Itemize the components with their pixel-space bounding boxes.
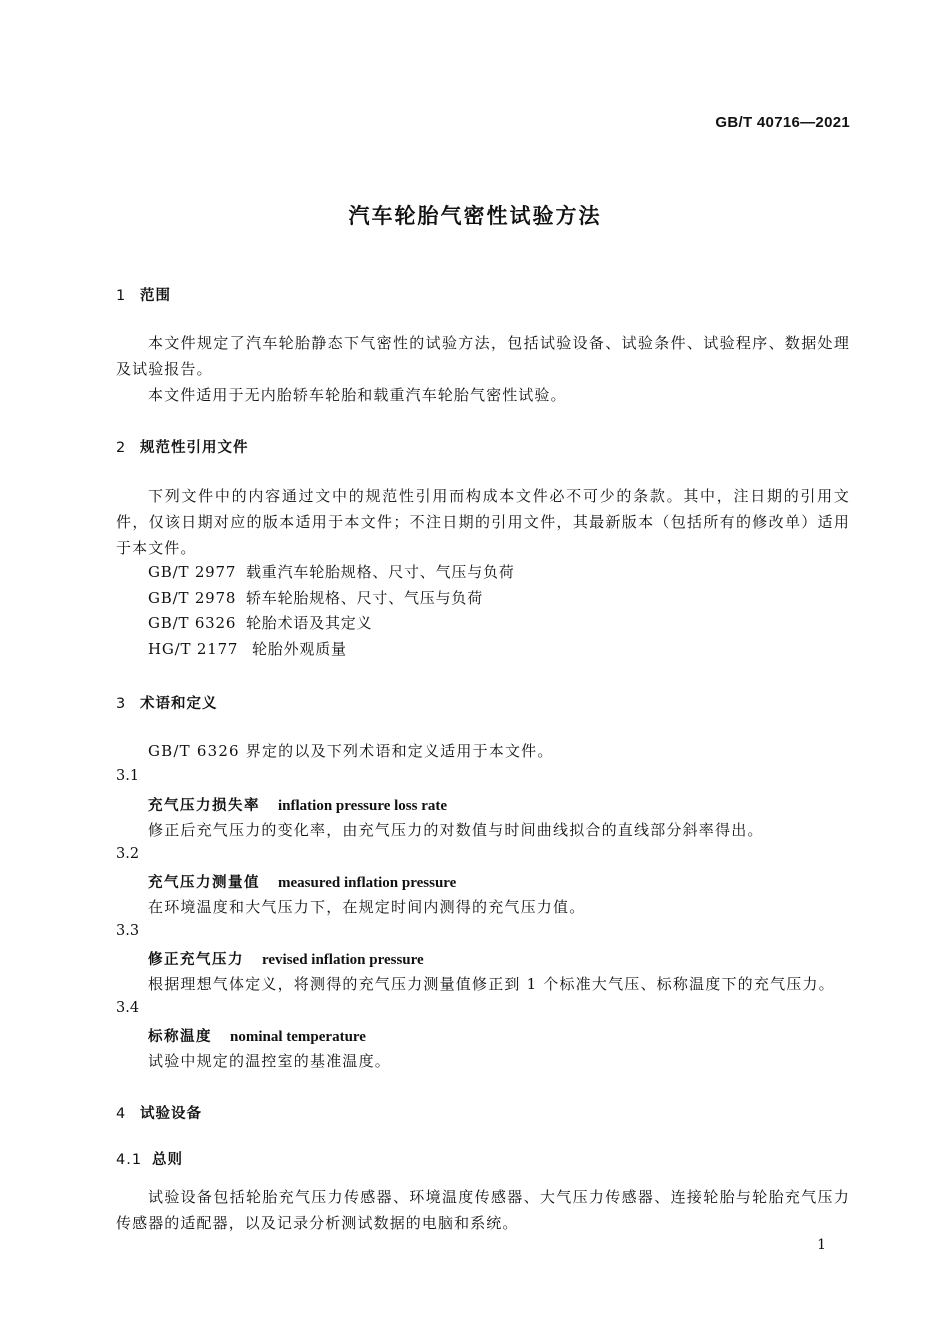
term-definition: 在环境温度和大气压力下，在规定时间内测得的充气压力值。 xyxy=(148,898,586,916)
section-number: 4 xyxy=(116,1106,127,1122)
section-1-para-1: 本文件规定了汽车轮胎静态下气密性的试验方法，包括试验设备、试验条件、试验程序、数据处理及试验报告。 xyxy=(116,334,850,378)
section-2-heading xyxy=(116,436,249,457)
section-4-heading xyxy=(116,1102,202,1123)
term-zh: 标称温度 xyxy=(148,1029,212,1045)
section-title: 试验设备 xyxy=(140,1106,202,1122)
subsection-4-1-para: 试验设备包括轮胎充气压力传感器、环境温度传感器、大气压力传感器、连接轮胎与轮胎充气压力传感器的适配器，以及记录分析测试数据的电脑和系统。 xyxy=(116,1188,850,1232)
term-definition: 根据理想气体定义，将测得的充气压力测量值修正到 1 个标准大气压、标称温度下的充气压力。 xyxy=(148,975,835,993)
clause-number: 3.3 xyxy=(116,923,140,939)
clause-number: 3.4 xyxy=(116,1000,140,1016)
section-title: 规范性引用文件 xyxy=(140,440,249,456)
section-1-heading xyxy=(116,284,171,305)
section-3-heading xyxy=(116,692,218,713)
section-1-para-2: 本文件适用于无内胎轿车轮胎和载重汽车轮胎气密性试验。 xyxy=(148,386,567,404)
term-definition: 修正后充气压力的变化率，由充气压力的对数值与时间曲线拟合的直线部分斜率得出。 xyxy=(148,821,764,839)
reference-code: GB/T 2977 xyxy=(148,563,237,581)
term-entry xyxy=(148,1025,366,1046)
standard-number: GB/T 40716—2021 xyxy=(715,114,850,131)
term-en: nominal temperature xyxy=(230,1029,366,1045)
clause-number: 3.2 xyxy=(116,846,140,862)
term-entry xyxy=(148,871,456,892)
term-zh: 修正充气压力 xyxy=(148,952,244,968)
reference-title: 轮胎术语及其定义 xyxy=(246,614,373,632)
section-number: 1 xyxy=(116,288,127,304)
term-entry xyxy=(148,794,447,815)
term-en: measured inflation pressure xyxy=(278,875,457,891)
reference-title: 载重汽车轮胎规格、尺寸、气压与负荷 xyxy=(246,563,515,581)
reference-item xyxy=(148,612,372,633)
reference-item xyxy=(148,587,483,608)
term-zh: 充气压力测量值 xyxy=(148,875,260,891)
reference-item xyxy=(148,561,515,582)
subsection-title: 总则 xyxy=(152,1152,183,1168)
reference-item xyxy=(148,638,347,659)
reference-title: 轿车轮胎规格、尺寸、气压与负荷 xyxy=(246,589,484,607)
document-title: 汽车轮胎气密性试验方法 xyxy=(348,204,602,228)
term-en: revised inflation pressure xyxy=(262,952,424,968)
page-number: 1 xyxy=(817,1237,826,1253)
section-title: 范围 xyxy=(140,288,171,304)
section-3-intro: GB/T 6326 界定的以及下列术语和定义适用于本文件。 xyxy=(148,742,554,760)
subsection-number: 4.1 xyxy=(116,1152,143,1168)
reference-code: GB/T 2978 xyxy=(148,589,237,607)
term-zh: 充气压力损失率 xyxy=(148,798,260,814)
clause-number: 3.1 xyxy=(116,768,140,784)
reference-title: 轮胎外观质量 xyxy=(252,640,347,658)
term-entry xyxy=(148,948,424,969)
section-number: 2 xyxy=(116,440,127,456)
section-title: 术语和定义 xyxy=(140,696,218,712)
section-number: 3 xyxy=(116,696,127,712)
term-definition: 试验中规定的温控室的基准温度。 xyxy=(148,1052,392,1070)
reference-code: GB/T 6326 xyxy=(148,614,237,632)
section-2-para-1: 下列文件中的内容通过文中的规范性引用而构成本文件必不可少的条款。其中，注日期的引用文件，仅该日期对应的版本适用于本文件；不注日期的引用文件，其最新版本（包括所有的修改单）适用于本文件。 xyxy=(116,487,850,557)
reference-code: HG/T 2177 xyxy=(148,640,239,658)
subsection-4-1-heading xyxy=(116,1148,183,1169)
term-en: inflation pressure loss rate xyxy=(278,798,448,814)
